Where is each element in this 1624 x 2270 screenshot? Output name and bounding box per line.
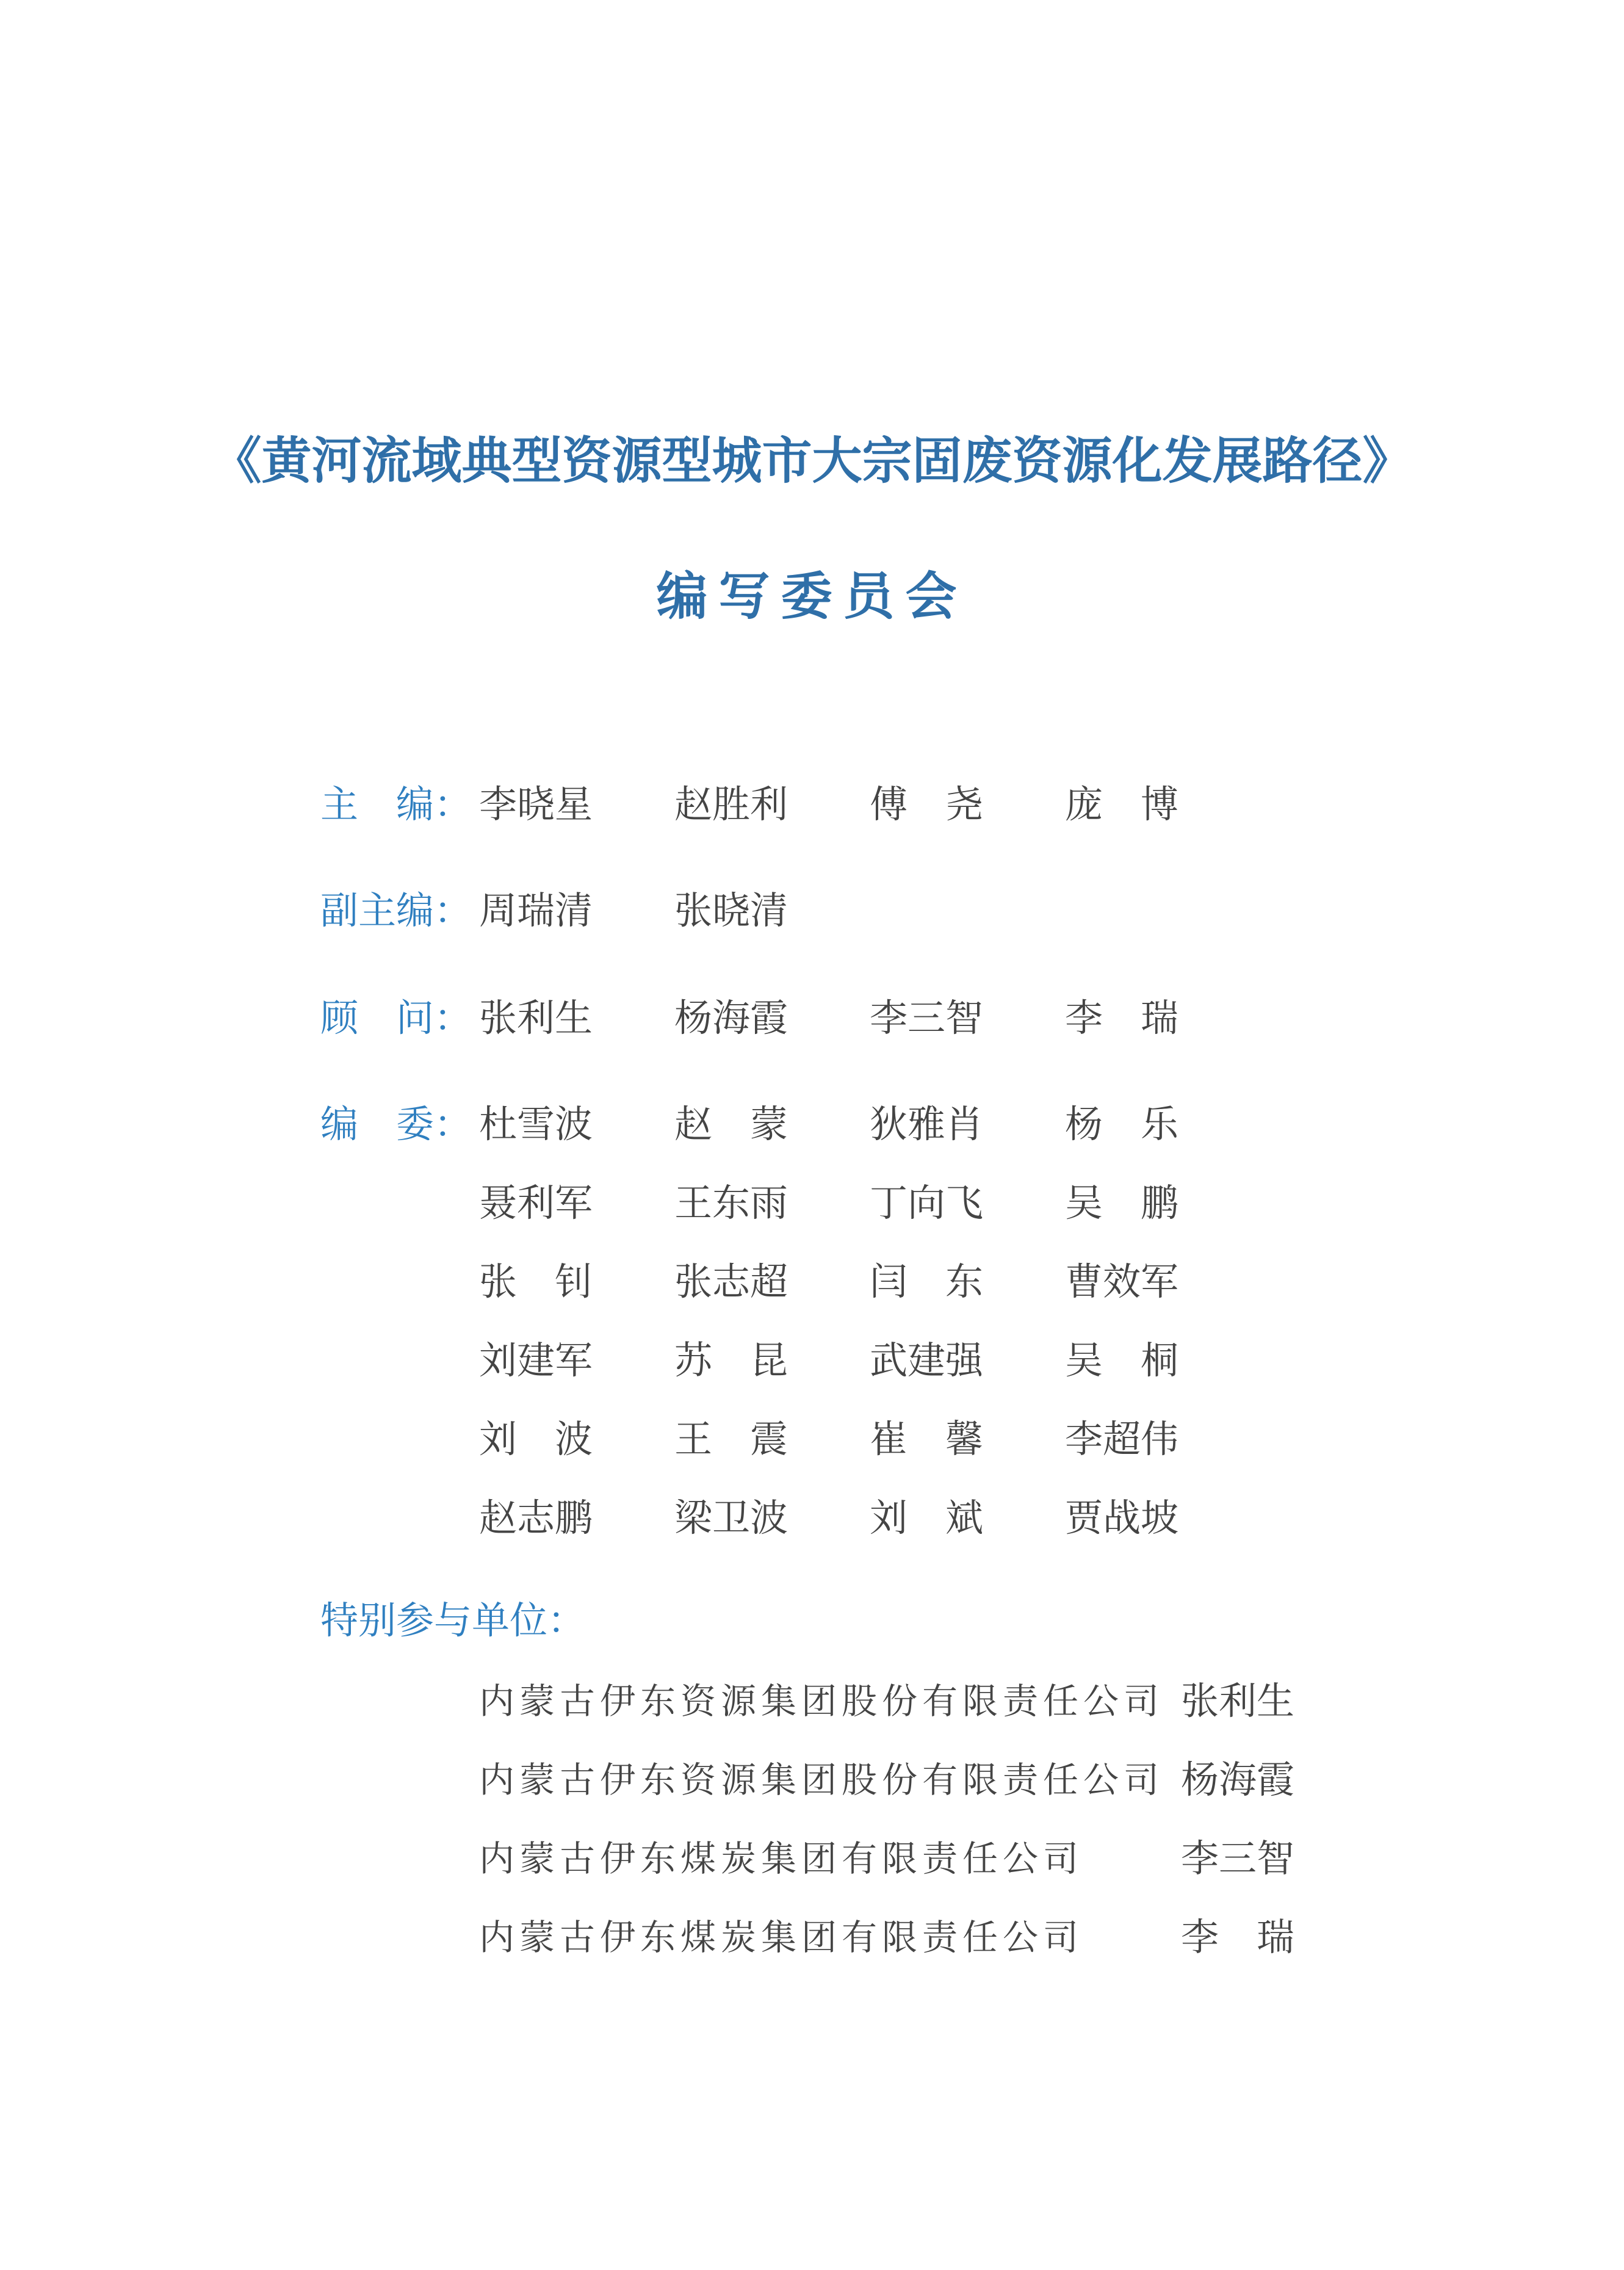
organization-name: 内蒙古伊东资源集团股份有限责任公司 xyxy=(479,1759,1164,1801)
member-name: 丁向飞 xyxy=(870,1180,984,1225)
member-name: 狄雅肖 xyxy=(870,1102,984,1146)
committee-heading: 编写委员会 xyxy=(656,566,968,626)
member-name: 李超伟 xyxy=(1065,1417,1179,1461)
organization-representative: 李 瑞 xyxy=(1181,1915,1295,1959)
role-label: 编 委： xyxy=(320,1102,472,1146)
member-name: 张 钊 xyxy=(479,1259,593,1304)
member-name: 李晓星 xyxy=(479,782,593,826)
member-name: 张利生 xyxy=(479,996,593,1040)
organization-name: 内蒙古伊东煤炭集团有限责任公司 xyxy=(479,1917,1084,1958)
member-name: 闫 东 xyxy=(870,1259,984,1304)
member-name: 张志超 xyxy=(674,1259,789,1304)
member-name: 杜雪波 xyxy=(479,1102,593,1146)
member-name: 李 瑞 xyxy=(1065,996,1179,1040)
member-name: 王 震 xyxy=(674,1417,789,1461)
role-label: 副主编： xyxy=(320,888,472,933)
member-name: 刘建军 xyxy=(479,1338,593,1383)
member-name: 聂利军 xyxy=(479,1180,593,1225)
member-name: 赵 蒙 xyxy=(674,1102,789,1146)
member-name: 贾战坡 xyxy=(1065,1495,1179,1540)
role-label: 顾 问： xyxy=(320,996,472,1040)
member-name: 杨海霞 xyxy=(674,996,789,1040)
document-title: 《黄河流域典型资源型城市大宗固废资源化发展路径》 xyxy=(211,432,1413,490)
member-name: 刘 波 xyxy=(479,1417,593,1461)
organization-representative: 李三智 xyxy=(1181,1836,1295,1881)
member-name: 王东雨 xyxy=(674,1180,789,1225)
member-name: 吴 桐 xyxy=(1065,1338,1179,1383)
member-name: 李三智 xyxy=(870,996,984,1040)
member-name: 崔 馨 xyxy=(870,1417,984,1461)
member-name: 周瑞清 xyxy=(479,888,593,933)
organization-representative: 杨海霞 xyxy=(1181,1757,1295,1802)
member-name: 苏 昆 xyxy=(674,1338,789,1383)
organization-name: 内蒙古伊东资源集团股份有限责任公司 xyxy=(479,1680,1164,1722)
special-participants-label: 特别参与单位： xyxy=(320,1598,586,1643)
member-name: 武建强 xyxy=(870,1338,984,1383)
organization-name: 内蒙古伊东煤炭集团有限责任公司 xyxy=(479,1838,1084,1879)
role-label: 主 编： xyxy=(320,782,472,826)
member-name: 张晓清 xyxy=(674,888,789,933)
organization-representative: 张利生 xyxy=(1181,1679,1295,1723)
member-name: 吴 鹏 xyxy=(1065,1180,1179,1225)
member-name: 傅 尧 xyxy=(870,782,984,826)
member-name: 梁卫波 xyxy=(674,1495,789,1540)
member-name: 曹效军 xyxy=(1065,1259,1179,1304)
member-name: 刘 斌 xyxy=(870,1495,984,1540)
member-name: 庞 博 xyxy=(1065,782,1179,826)
member-name: 杨 乐 xyxy=(1065,1102,1179,1146)
member-name: 赵志鹏 xyxy=(479,1495,593,1540)
member-name: 赵胜利 xyxy=(674,782,789,826)
